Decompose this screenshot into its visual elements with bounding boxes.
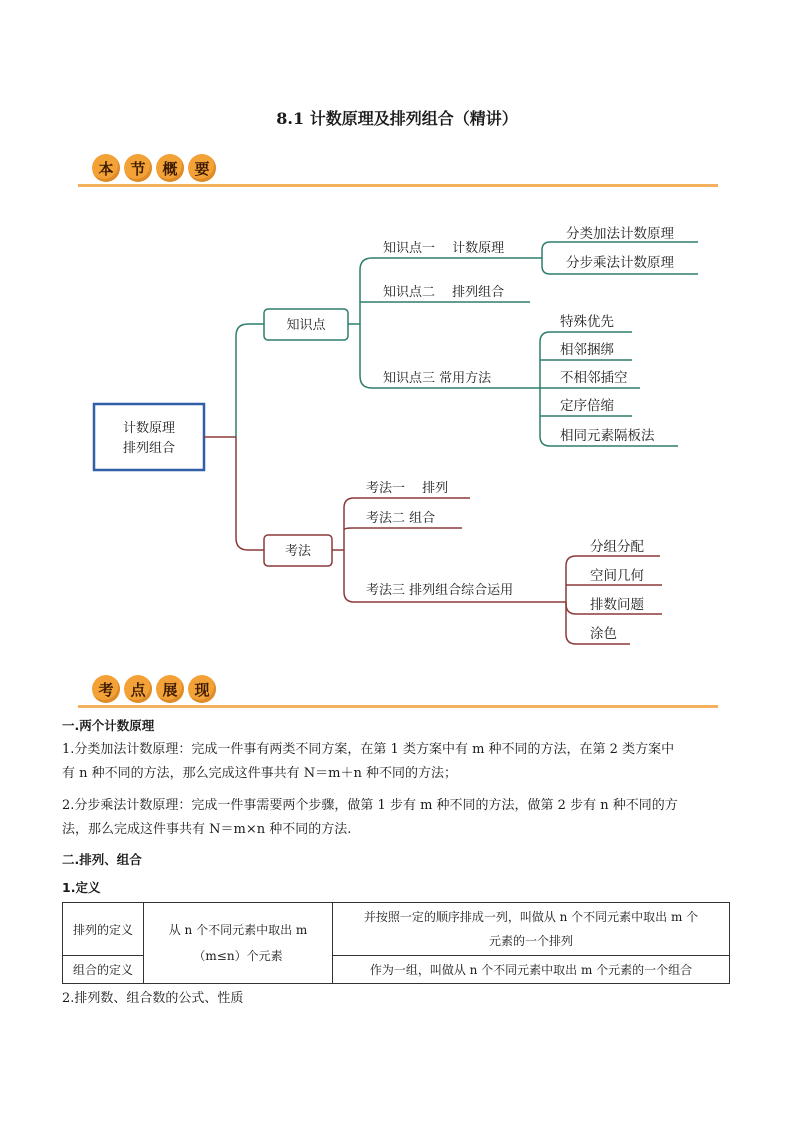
leaf-exam-2: 空间几何 [590,568,644,584]
knowledge-item-2: 知识点二 排列组合 [383,285,505,300]
table-cell-permutation: 排列的定义 [63,903,144,956]
paragraph-line: 2.分步乘法计数原理：完成一件事需要两个步骤，做第 1 步有 m 种不同的方法，做第 2 步有 n 种不同的方 [62,798,678,813]
root-node-line2: 排列组合 [122,441,176,456]
knowledge-item-3: 知识点三 常用方法 [383,371,492,386]
subsection-formulas: 2.排列数、组合数的公式、性质 [62,991,244,1006]
shared-line-2: （m≤n）个元素 [193,949,283,963]
banner-char: 考 [92,675,120,703]
root-node-box [94,404,204,470]
leaf-exam-4: 涂色 [590,626,617,642]
section-heading-1: 一.两个计数原理 [62,718,155,733]
leaf-method-2: 相邻捆绑 [560,342,614,358]
paragraph-multiplicative [62,794,730,842]
leaf-method-5: 相同元素隔板法 [560,428,655,444]
table-cell-shared [144,903,333,984]
paragraph-line: 有 n 种不同的方法，那么完成这件事共有 N＝m＋n 种不同的方法； [62,766,457,781]
exam-item-3: 考法三 排列组合综合运用 [366,583,514,598]
banner-char: 现 [188,675,216,703]
knowledge-item-1: 知识点一 计数原理 [383,241,505,256]
banner-char: 节 [124,154,152,182]
paragraph-line: 1.分类加法计数原理：完成一件事有两类不同方案，在第 1 类方案中有 m 种不同的方法，在第 2 类方案中 [62,742,675,757]
banner-char: 概 [156,154,184,182]
leaf-method-3: 不相邻插空 [560,370,628,386]
section-banner-points [78,675,718,715]
table-cell-combination-def: 作为一组，叫做从 n 个不同元素中取出 m 个元素的一个组合 [333,956,730,984]
table-cell-combination: 组合的定义 [63,956,144,984]
banner-char: 点 [124,675,152,703]
leaf-method-1: 特殊优先 [560,314,614,330]
paragraph-additive [62,738,730,786]
paragraph-line: 法，那么完成这件事共有 N＝m×n 种不同的方法. [62,822,352,837]
connector-knowledge [236,324,264,437]
document-title: 8.1 计数原理及排列组合（精讲） [276,109,518,128]
banner-char: 本 [92,154,120,182]
banner-char: 展 [156,675,184,703]
exam-item-2: 考法二 组合 [366,511,436,526]
exam-item-1: 考法一 排列 [366,481,449,496]
shared-line-1: 从 n 个不同元素中取出 m [168,923,308,937]
root-node-line1: 计数原理 [122,421,176,436]
leaf-multiplicative-principle: 分步乘法计数原理 [566,255,674,271]
perm-def-line-1: 并按照一定的顺序排成一列，叫做从 n 个不同元素中取出 m 个 [363,910,699,924]
leaf-additive-principle: 分类加法计数原理 [566,226,674,242]
connector-exam [236,437,264,550]
section-heading-2: 二.排列、组合 [62,852,142,867]
definition-table [62,902,730,984]
table-cell-permutation-def [333,903,730,956]
leaf-exam-1: 分组分配 [590,539,644,555]
branch-exam-label: 考法 [284,544,312,559]
subsection-definition: 1.定义 [62,880,101,895]
perm-def-line-2: 元素的一个排列 [488,934,573,948]
leaf-exam-3: 排数问题 [590,597,644,613]
branch-knowledge-label: 知识点 [286,318,326,333]
banner-rule [78,705,718,708]
banner-char: 要 [188,154,216,182]
leaf-method-4: 定序倍缩 [560,398,614,414]
